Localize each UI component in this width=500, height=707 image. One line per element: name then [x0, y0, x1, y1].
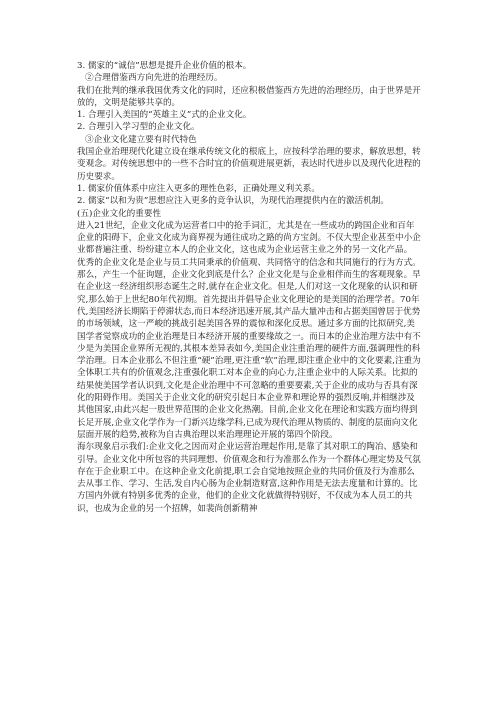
list-item-1: 1. 合理引入美国的“英雄主义”式的企业文化。 [77, 110, 252, 121]
list-item-rationality: 1. 儒家价值体系中应注入更多的理性色彩，正确处理义利关系。 [77, 183, 320, 194]
subheading-era-features: ③企业文化建立要有时代特色 [85, 134, 197, 145]
section-heading-importance: (五)企业文化的重要性 [77, 208, 162, 219]
list-item-harmony: 2. 儒家“以和为贵”思想应注入更多的竞争认识，为现代治理提供内在的激活机制。 [77, 196, 389, 207]
paragraph-learn-western: 我们在批判的继承我国优秀文化的同时，还应积极借鉴西方先进的治理经历，由于世界是开放的，文明是能够共享的。 [77, 85, 421, 108]
paragraph-21st-century: 进入21世纪，企业文化成为运营者口中的抢手词汇，尤其是在一些成功的跨国企业和百年企业的阳碍下，企业文化成为商界视为通往成功之路的尚方宝剑。不仅大型企业甚至中小企业都普遍注重、纷纷建立本人的企业文化，这也成为企业运营主业之外的另一文化产品。 [77, 220, 421, 256]
subheading-western-governance: ②合理借鉴西方向先进的治理经历。 [85, 73, 223, 84]
paragraph-excellent-culture: 优秀的企业文化是企业与员工共同秉承的价值观、共同恪守的信念和共同施行的行为方式。那么，产生一个征询题，企业文化到底是什么？企业文化是与企业相伴而生的客观现象。早在企业这一经济组织形态诞生之时,就存在企业文化。但是,人们对这一文化现象的认识和研究,那么始于上世纪80年代初期。首先提出并倡导企业文化理论的是美国的治理学者。70年代,美国经济长期陷于停滞状态,而日本经济迅速开展,其产品大量冲击和占据美国曾居于优势的市场领域，这一严峻的挑战引起美国各界的震惊和深化反思。通过多方面的比拟研究,美国学者觉察成功的企业治理是日本经济开展的重要缘故之一。而日本的企业治理方法中有不少是为美国企业界所无视的,其根本差异表如今,美国企业注重治理的硬件方面,强调理性的科学治理。日本企业那么不但注重“硬”治理,更注重“软”治理,即注重企业中的文化要素,注重为全体职工共有的价值观念,注重强化职工对本企业的向心力,注重企业中的人际关系。比拟的结果使美国学者认识到,文化是企业治理中不可忽略的重要要素,关于企业的成功与否具有深化的阳碍作用。美国关于企业文化的研究引起日本企业界和理论界的强烈反响,并相继涉及其他国家,由此兴起一股世界范围的企业文化热潮。目前,企业文化在理论和实践方面均得到长足开展,企业文化学作为一门新兴边缘学科,已成为现代治理从物质的、制度的层面向文化层面开展的趋势,被称为自古典治理以来治理理论开展的第四个阶段。 [77, 257, 421, 440]
list-item-2: 2. 合理引入学习型的企业文化。 [77, 122, 200, 133]
paragraph-modernization: 我国企业治理现代化建立设在继承传统文化的根底上，应按科学治理的要求，解放思想，转变观念。对传统思想中的一些不合时宜的价值观进展更新，表达时代进步以及现代化进程的历史要求。 [77, 147, 421, 182]
document-page [77, 60, 422, 515]
paragraph-haier: 海尔现象启示我们:企业文化之因而对企业运营治理起作用,是靠了其对职工的陶冶、感染和引导。企业文化中所包容的共同理想、价值观念和行为准那么作为一个群体心理定势及气氛存在于企业职工中。在这种企业文化前提,职工会自觉地按照企业的共同价值及行为准那么去从事工作、学习、生活,发自内心肠为企业制造财富,这种作用是无法去度量和计算的。比方国内外就有特别多优秀的企业，他们的企业文化就做得特别好，不仅成为本人员工的共识，也成为企业的另一个招牌，如裴尚创新精神 [77, 442, 421, 514]
paragraph-point-3: 3. 儒家的“诚信”思想是提升企业价值的根本。 [77, 61, 252, 71]
